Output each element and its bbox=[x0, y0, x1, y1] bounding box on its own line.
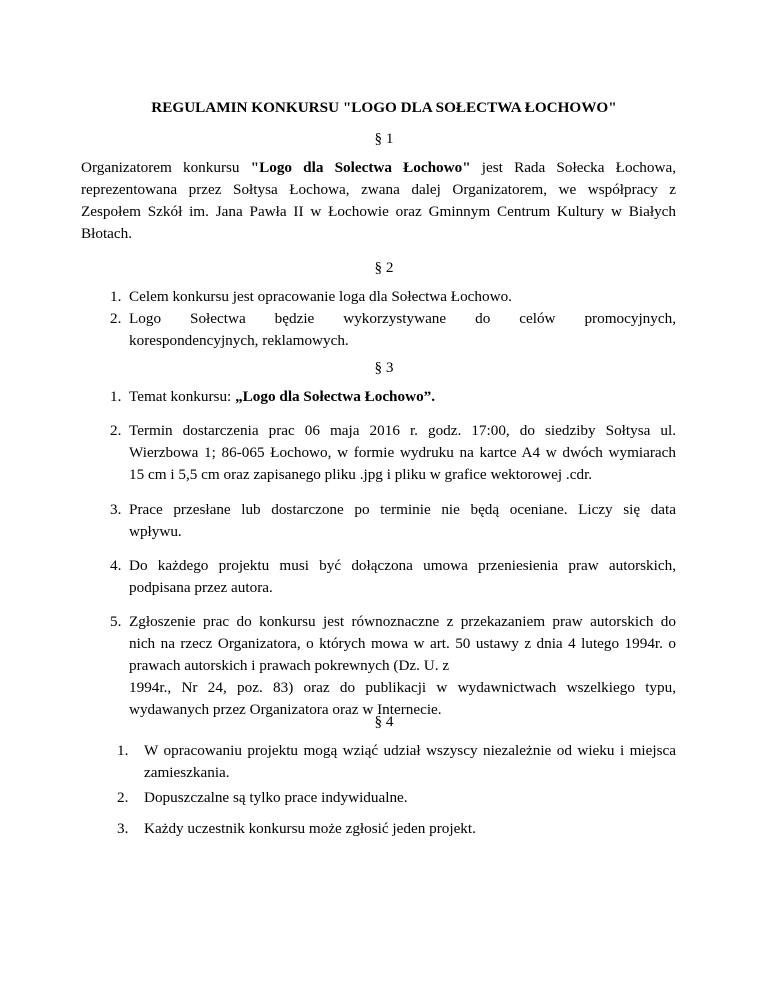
list-item bbox=[110, 286, 676, 308]
list-item bbox=[110, 555, 676, 599]
list-number: 1. bbox=[110, 388, 122, 405]
contest-topic-bold: „Logo dla Sołectwa Łochowo”. bbox=[235, 388, 436, 405]
section-heading-3: § 3 bbox=[374, 359, 394, 376]
list-item bbox=[110, 386, 676, 408]
list-number: 2. bbox=[110, 310, 122, 327]
list-number: 5. bbox=[110, 613, 122, 630]
section-1-paragraph bbox=[81, 157, 676, 245]
section-heading-1: § 1 bbox=[374, 130, 394, 147]
list-item-text: W opracowaniu projektu mogą wziąć udział wszyscy niezależnie od wieku i miejsca bbox=[144, 742, 676, 759]
list-item bbox=[110, 499, 676, 543]
list-number: 2. bbox=[110, 422, 122, 439]
list-item-text: Prace przesłane lub dostarczone po terminie nie będą oceniane. Liczy się data bbox=[129, 501, 676, 518]
paragraph-line: Organizatorem konkursu "Logo dla Solectwa Łochowo" jest Rada Sołecka Łochowa, bbox=[81, 159, 676, 176]
list-number: 3. bbox=[110, 501, 122, 518]
list-item-text: 1994r., Nr 24, poz. 83) oraz do publikacji w wydawnictwach wszelkiego typu, bbox=[129, 679, 676, 696]
list-item-text: Termin dostarczenia prac 06 maja 2016 r. godz. 17:00, do siedziby Sołtysa ul. bbox=[129, 422, 676, 439]
list-item-text: zamieszkania. bbox=[144, 764, 230, 781]
list-item-text: Wierzbowa 1; 86-065 Łochowo, w formie wydruku na kartce A4 w dwóch wymiarach bbox=[129, 444, 676, 461]
list-item bbox=[110, 611, 676, 721]
list-number: 1. bbox=[117, 742, 129, 759]
list-number: 4. bbox=[110, 557, 122, 574]
list-item-text: podpisana przez autora. bbox=[129, 579, 273, 596]
list-item bbox=[117, 740, 676, 784]
list-item bbox=[110, 308, 676, 352]
list-number: 2. bbox=[117, 789, 129, 806]
list-item-text: wydawanych przez Organizatora oraz w Internecie. bbox=[129, 701, 442, 718]
section-heading-2: § 2 bbox=[374, 259, 394, 276]
list-item-text: Dopuszczalne są tylko prace indywidualne. bbox=[144, 789, 408, 806]
paragraph-line: Zespołem Szkół im. Jana Pawła II w Łochowie oraz Gminnym Centrum Kultury w Białych bbox=[81, 203, 676, 220]
list-item-text: korespondencyjnych, reklamowych. bbox=[129, 332, 349, 349]
list-item-text: nich na rzecz Organizatora, o których mowa w art. 50 ustawy z dnia 4 lutego 1994r. o bbox=[129, 635, 676, 652]
list-item-text: Każdy uczestnik konkursu może zgłosić jeden projekt. bbox=[144, 820, 476, 837]
list-item-text: Temat konkursu: „Logo dla Sołectwa Łochowo”. bbox=[129, 388, 436, 405]
list-item bbox=[117, 818, 676, 840]
list-item-text: wpływu. bbox=[129, 523, 182, 540]
list-item-text: Zgłoszenie prac do konkursu jest równoznaczne z przekazaniem praw autorskich do bbox=[129, 613, 676, 630]
list-item-text: 15 cm i 5,5 cm oraz zapisanego pliku .jpg i pliku w grafice wektorowej .cdr. bbox=[129, 466, 593, 483]
paragraph-line: Błotach. bbox=[81, 225, 133, 242]
paragraph-line: reprezentowana przez Sołtysa Łochowa, zwana dalej Organizatorem, we współpracy z bbox=[81, 181, 676, 198]
list-item-text: Logo Sołectwa będzie wykorzystywane do celów promocyjnych, bbox=[129, 310, 676, 327]
list-number: 3. bbox=[117, 820, 129, 837]
list-item bbox=[110, 420, 676, 486]
document-title: REGULAMIN KONKURSU "LOGO DLA SOŁECTWA ŁOCHOWO" bbox=[151, 99, 617, 116]
list-item bbox=[117, 787, 676, 809]
section-heading-4: § 4 bbox=[374, 713, 394, 730]
list-item-text: Do każdego projektu musi być dołączona umowa przeniesienia praw autorskich, bbox=[129, 557, 676, 574]
list-item-text: prawach autorskich i prawach pokrewnych (Dz. U. z bbox=[129, 657, 450, 674]
list-item-text: Celem konkursu jest opracowanie loga dla Sołectwa Łochowo. bbox=[129, 288, 512, 305]
contest-name-bold: "Logo dla Solectwa Łochowo" bbox=[250, 159, 471, 176]
list-number: 1. bbox=[110, 288, 122, 305]
